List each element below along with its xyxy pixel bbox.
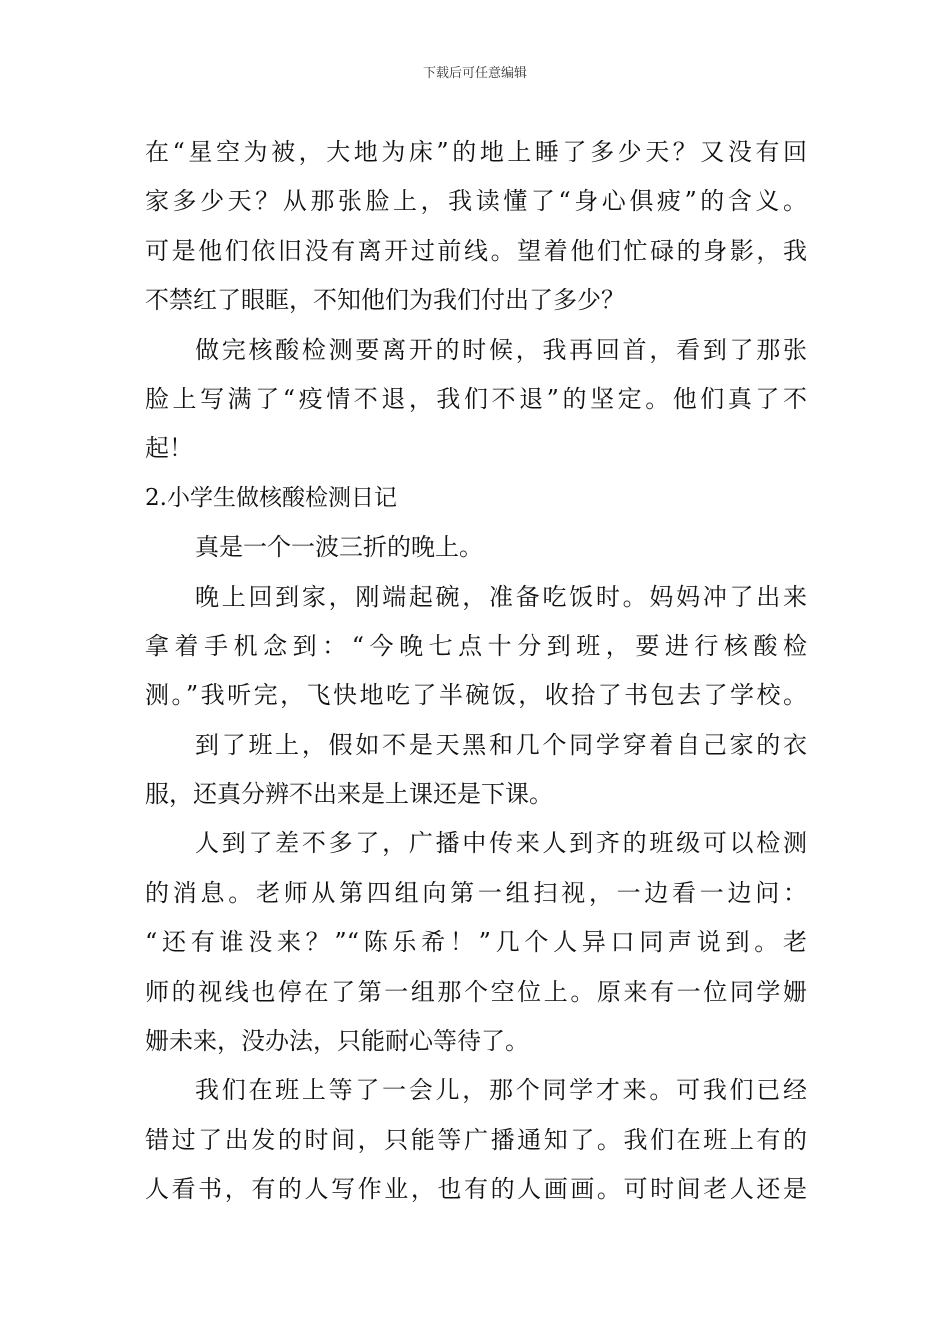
section-heading: 2.小学生做核酸检测日记: [145, 484, 397, 511]
text-line: 的消息。老师从第四组向第一组扫视，一边看一边问：: [145, 878, 807, 907]
text-line: 测。”我听完，飞快地吃了半碗饭，收拾了书包去了学校。: [145, 681, 807, 710]
text-line: 服，还真分辨不出来是上课还是下课。: [145, 780, 553, 809]
text-line: 姗未来，没办法，只能耐心等待了。: [145, 1027, 529, 1056]
text-line: “还有谁没来？”“陈乐希！”几个人异口同声说到。老: [145, 928, 807, 957]
text-line: 师的视线也停在了第一组那个空位上。原来有一位同学姗: [145, 977, 807, 1006]
text-line: 错过了出发的时间，只能等广播通知了。我们在班上有的: [145, 1125, 807, 1154]
body-text: [145, 128, 807, 1215]
text-line: 可是他们依旧没有离开过前线。望着他们忙碌的身影，我: [145, 236, 807, 265]
text-line: 起！: [145, 434, 193, 463]
text-line: 到了班上，假如不是天黑和几个同学穿着自己家的衣: [195, 730, 807, 759]
text-line: 在“星空为被，大地为床”的地上睡了多少天？又没有回: [145, 138, 807, 166]
text-line: 我们在班上等了一会儿，那个同学才来。可我们已经: [195, 1076, 807, 1105]
text-line: 家多少天？从那张脸上，我读懂了“身心俱疲”的含义。: [145, 187, 807, 216]
text-line: 晚上回到家，刚端起碗，准备吃饭时。妈妈冲了出来: [195, 582, 807, 611]
text-line: 人到了差不多了，广播中传来人到齐的班级可以检测: [195, 829, 807, 858]
text-line: 做完核酸检测要离开的时候，我再回首，看到了那张: [195, 335, 807, 364]
text-line: 真是一个一波三折的晚上。: [195, 533, 483, 562]
text-line: 拿着手机念到：“今晚七点十分到班，要进行核酸检: [145, 631, 807, 660]
text-line: 脸上写满了“疫情不退，我们不退”的坚定。他们真了不: [145, 384, 807, 413]
text-line: 不禁红了眼眶，不知他们为我们付出了多少？: [145, 286, 625, 315]
page-header: 下载后可任意编辑: [422, 66, 527, 81]
text-line: 人看书，有的人写作业，也有的人画画。可时间老人还是: [145, 1175, 807, 1204]
